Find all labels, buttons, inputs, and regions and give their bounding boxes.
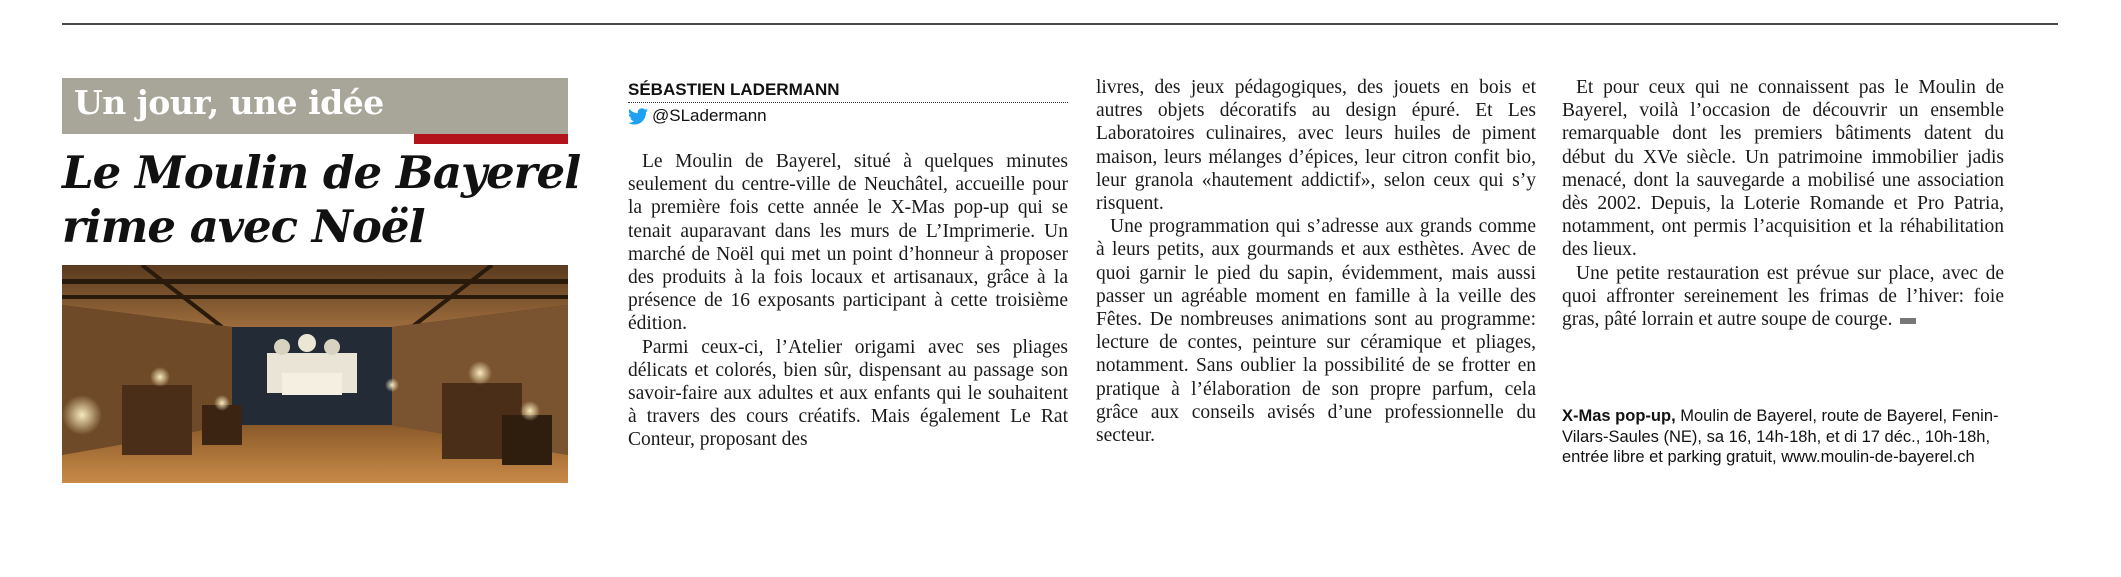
article-photo <box>62 265 568 483</box>
headline-line-2: rime avec Noël <box>62 200 425 253</box>
rubric-accent-bar <box>414 134 568 144</box>
byline-author: SÉBASTIEN LADERMANN <box>628 80 840 99</box>
infobox-details: Moulin de Bayerel, route de Bayerel, Fenin-Vilars-Saules (NE), sa 16, 14h-18h, et di 17 déc., 10h-18h, entrée libre et parking gratuit, www.moulin-de-bayerel.ch <box>1562 407 1999 466</box>
paragraph: Parmi ceux-ci, l’Atelier origami avec ses pliages délicats et colorés, bien sûr, dispensant au passage son savoir-faire aux adultes et aux enfants qui le souhaitent à travers des cours créatifs. Mais également Le Rat Conteur, proposant des <box>628 336 1068 451</box>
paragraph: Une programmation qui s’adresse aux grands comme à leurs petits, aux gourmands et aux esthètes. Avec de quoi garnir le pied du sapin, évidemment, mais aussi passer un agréable moment en famille à la veille des Fêtes. De nombreuses animations sont au programme: lecture de contes, peinture sur céramique et pliages, notamment. Sans oublier la possibilité de se frotter en pratique à l’élaboration de son propre parfum, cela grâce aux conseils avisés d’une professionnelle du secteur. <box>1096 216 1536 447</box>
rubric-banner <box>62 78 568 134</box>
infobox-title: X-Mas pop-up, <box>1562 407 1676 425</box>
paragraph: Et pour ceux qui ne connaissent pas le Moulin de Bayerel, voilà l’occasion de découvrir un ensemble remarquable dont les premiers bâtiments datent du début du XVe siècle. Un patrimoine immobilier jadis menacé, dont la sauvegarde a mobilisé une association dès 2002. Depuis, la Loterie Romande et Pro Patria, notamment, ont permis l’acquisition et la réhabilitation des lieux. <box>1562 77 2004 261</box>
twitter-handle: @SLadermann <box>652 106 767 125</box>
paragraph-text: Une petite restauration est prévue sur place, avec de quoi affronter sereinement les frimas de l’hiver: foie gras, pâté lorrain et autre soupe de courge. <box>1562 262 2004 331</box>
byline-divider <box>628 102 1068 103</box>
article-column-2 <box>1096 76 1536 447</box>
paragraph: Le Moulin de Bayerel, situé à quelques minutes seulement du centre-ville de Neuchâtel, accueille pour la première fois cette année le X-Mas pop-up qui se tenait auparavant dans les murs de L’Imprimerie. Un marché de Noël qui met un point d’honneur à proposer des produits à la fois locaux et artisanaux, grâce à la présence de 16 exposants participant à cette troisième édition. <box>628 151 1068 335</box>
twitter-byline <box>628 105 767 127</box>
article-column-1 <box>628 150 1068 452</box>
headline <box>62 146 582 254</box>
rubric-label: Un jour, une idée <box>74 83 384 122</box>
headline-line-1: Le Moulin de Bayerel <box>62 146 581 199</box>
top-rule <box>62 23 2058 25</box>
twitter-bird-icon <box>628 108 648 125</box>
end-of-article-mark <box>1900 318 1916 324</box>
paragraph: livres, des jeux pédagogiques, des jouets en bois et autres objets décoratifs au design épuré. Et Les Laboratoires culinaires, avec leurs huiles de piment maison, leurs mélanges d’épices, leur citron confit bio, leur granola «hautement addictif», selon ceux qui s’y risquent. <box>1096 77 1536 215</box>
paragraph-last <box>1562 262 2004 332</box>
event-infobox <box>1562 406 2002 468</box>
article-column-3 <box>1562 76 2004 331</box>
